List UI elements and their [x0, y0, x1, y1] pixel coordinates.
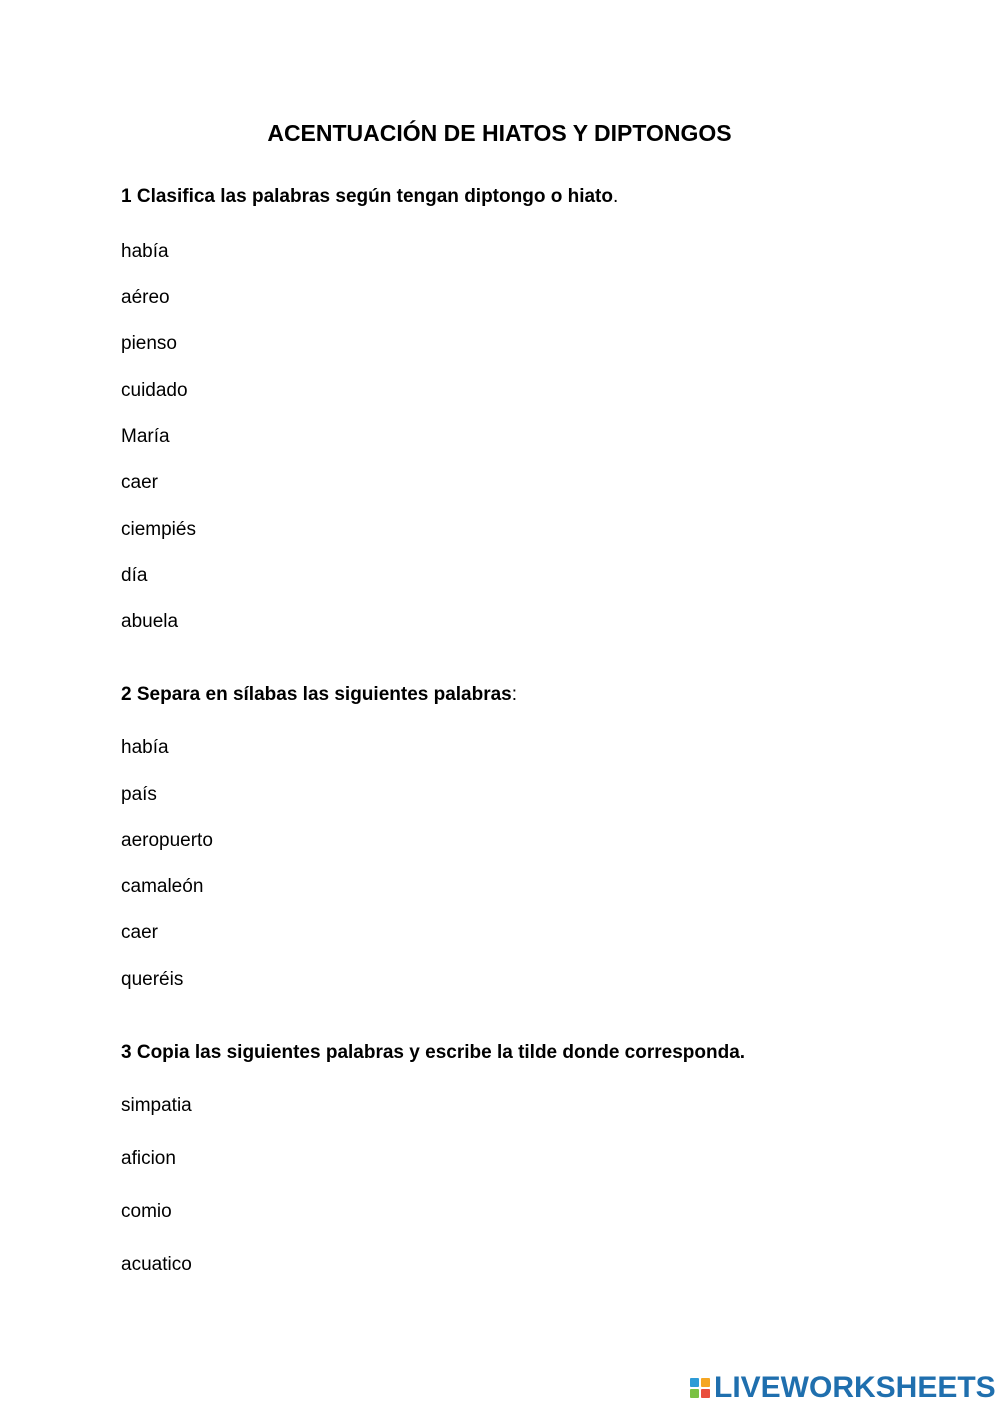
- section-1-heading-punct: .: [612, 186, 619, 207]
- section-2-heading-text: 2 Separa en sílabas las siguientes palabras: [121, 684, 512, 705]
- section-2-heading-punct: :: [511, 684, 518, 705]
- section-1-word: pienso: [121, 333, 177, 354]
- section-2-heading: [121, 684, 517, 706]
- section-3-word: acuatico: [121, 1254, 192, 1275]
- section-1-word: abuela: [121, 611, 179, 632]
- section-1-word: aéreo: [121, 287, 170, 308]
- section-2-word: camaleón: [121, 876, 204, 897]
- section-1-word: cuidado: [121, 380, 188, 401]
- section-3-word: comio: [121, 1201, 172, 1222]
- logo-square: [701, 1389, 710, 1398]
- logo-square: [690, 1389, 699, 1398]
- section-1-heading: [121, 186, 618, 208]
- section-3-heading: 3 Copia las siguientes palabras y escribe la tilde donde corresponda.: [121, 1042, 746, 1063]
- section-1-word: María: [121, 426, 170, 447]
- logo-square: [701, 1378, 710, 1387]
- section-3-word: aficion: [121, 1148, 176, 1169]
- section-1-word: día: [121, 565, 148, 586]
- liveworksheets-logo-icon: [690, 1378, 710, 1398]
- section-2-word: país: [121, 784, 157, 805]
- logo-square: [690, 1378, 699, 1387]
- liveworksheets-logo-text: LIVEWORKSHEETS: [714, 1371, 996, 1404]
- section-1-word: ciempiés: [121, 519, 196, 540]
- liveworksheets-logo[interactable]: [690, 1373, 996, 1403]
- section-1-heading-text: 1 Clasifica las palabras según tengan diptongo o hiato: [121, 186, 613, 207]
- section-2-word: queréis: [121, 969, 184, 990]
- section-1-word: caer: [121, 472, 158, 493]
- section-2-word: aeropuerto: [121, 830, 213, 851]
- page-title: ACENTUACIÓN DE HIATOS Y DIPTONGOS: [267, 120, 732, 146]
- section-1-word: había: [121, 241, 169, 262]
- section-3-word: simpatia: [121, 1095, 192, 1116]
- section-2-word: caer: [121, 922, 158, 943]
- section-2-word: había: [121, 737, 169, 758]
